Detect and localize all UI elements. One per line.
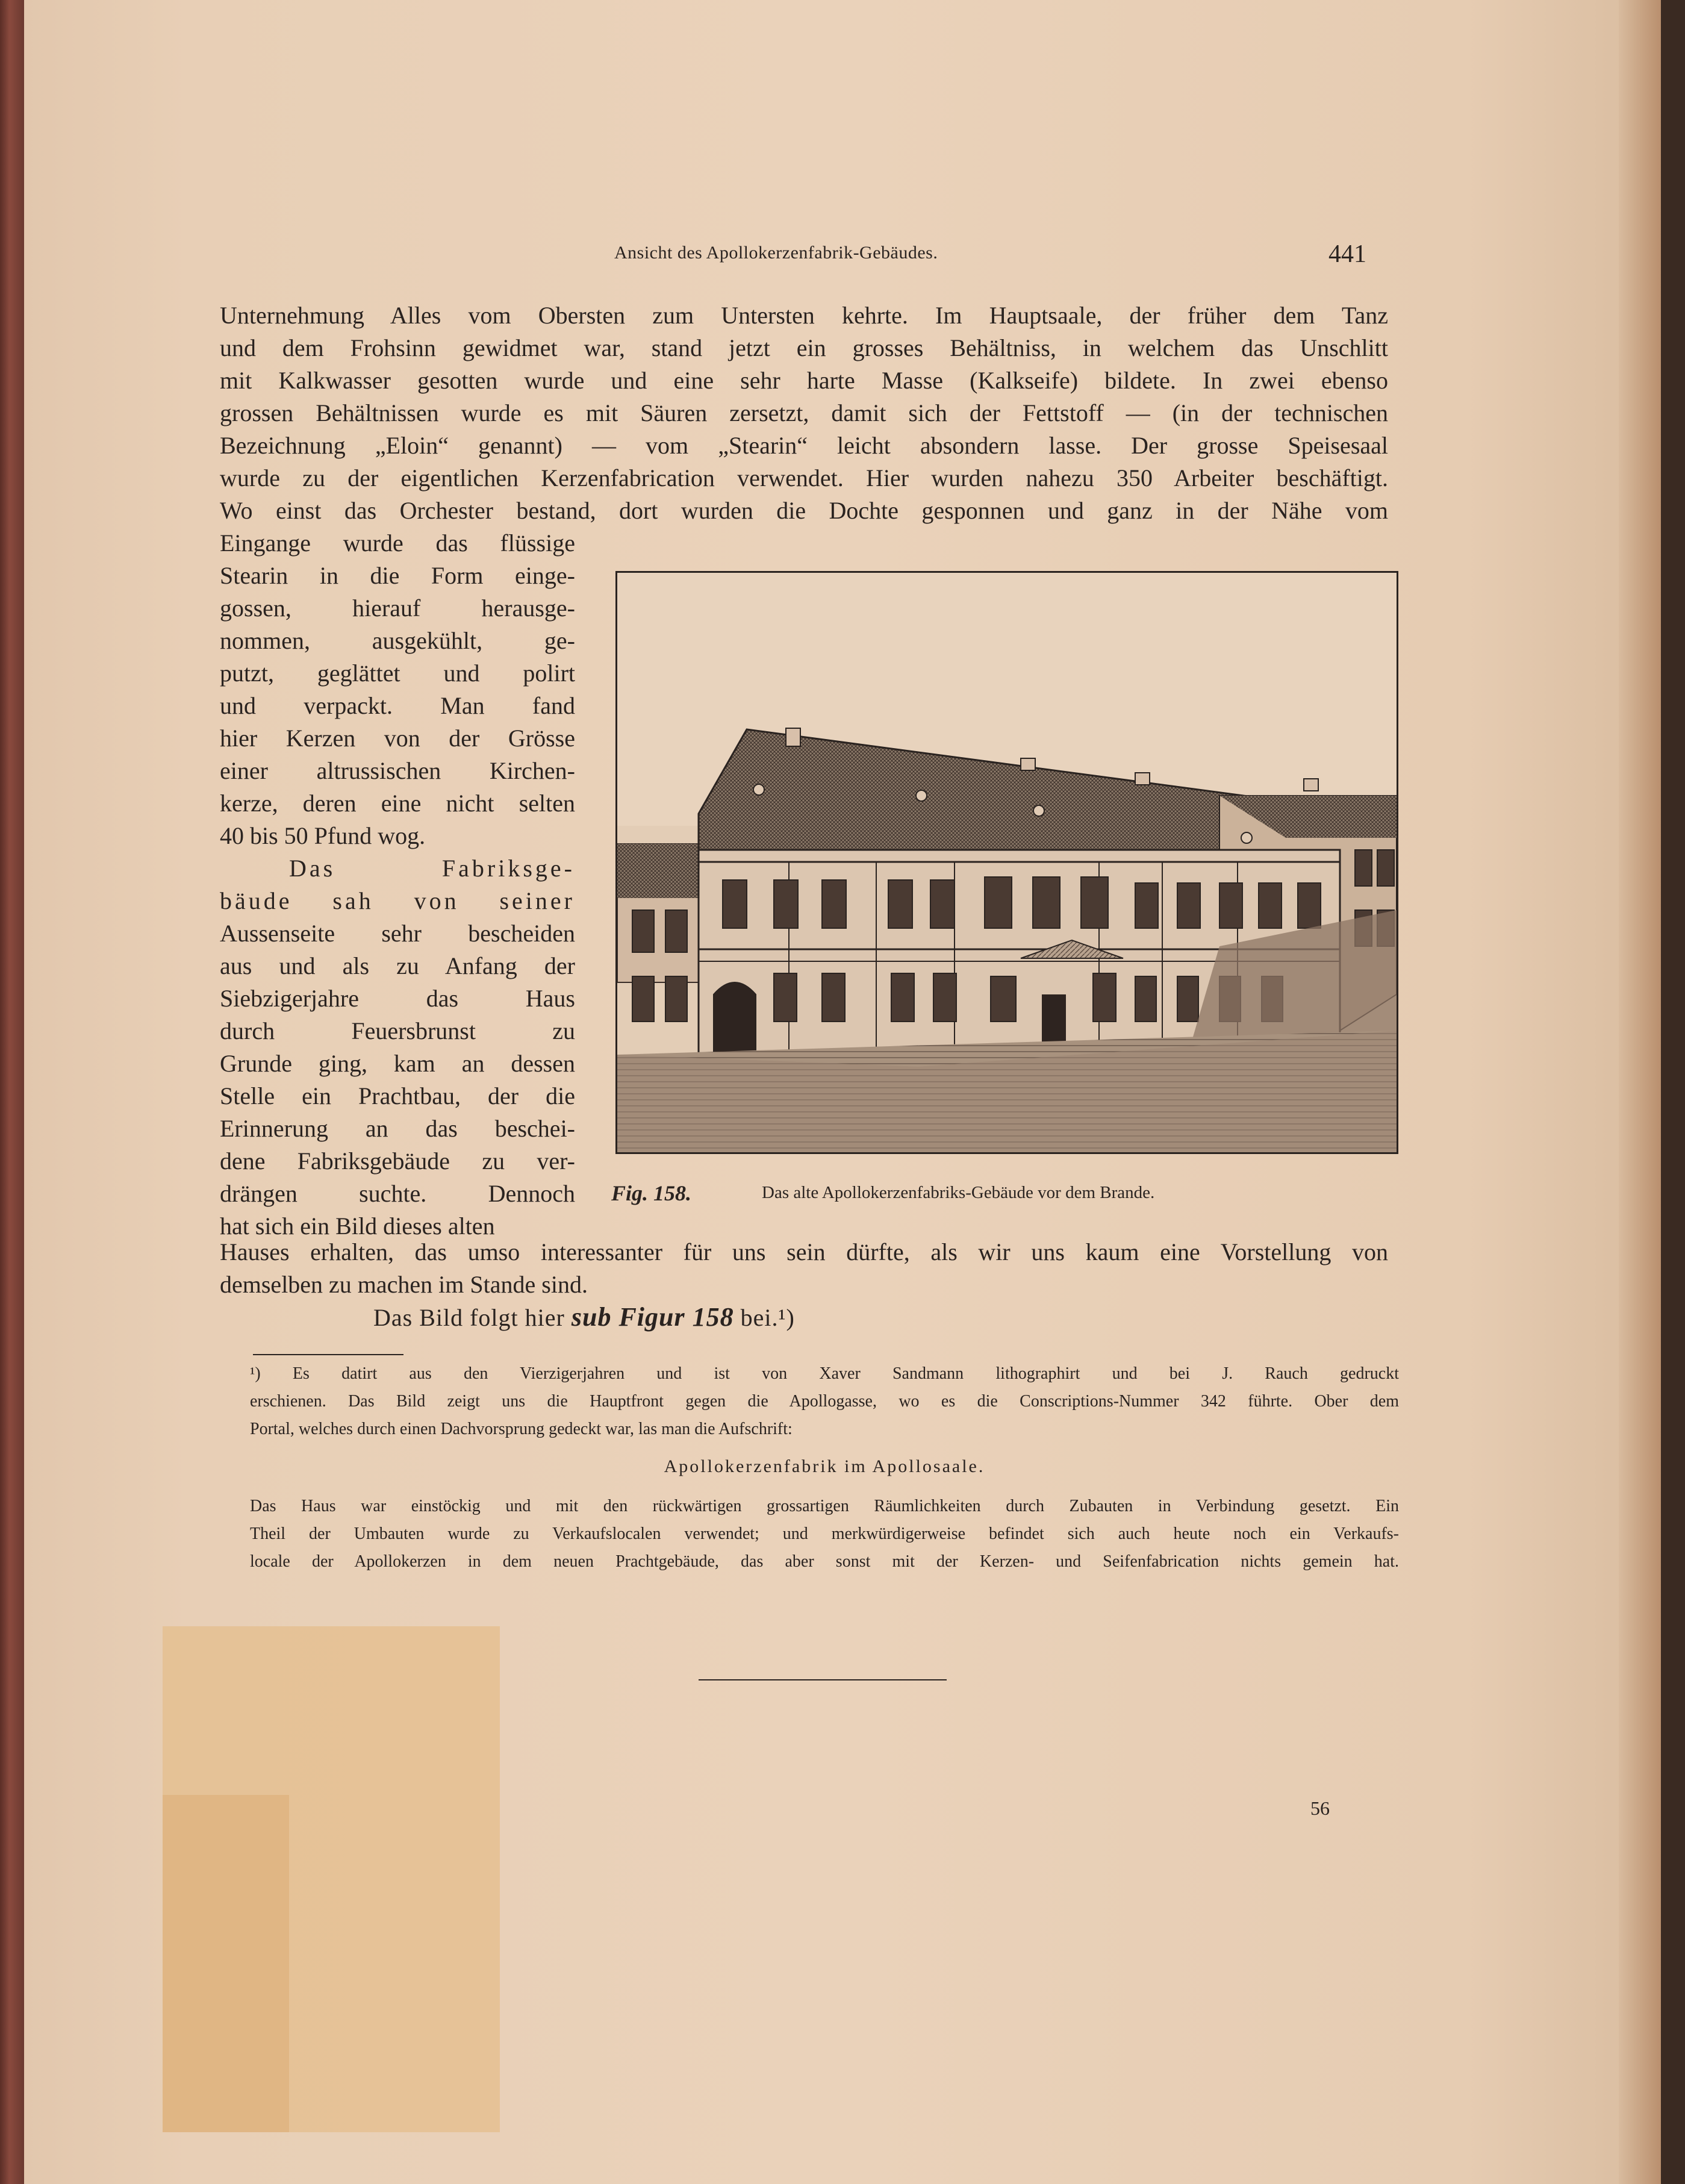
text-line: mit Kalkwasser gesotten wurde und eine sehr harte Masse (Kalkseife) bildete. In zwei ebenso <box>220 367 1388 394</box>
text-line: Hauses erhalten, das umso interessanter für uns sein dürfte, als wir uns kaum eine Vorstellung von <box>220 1238 1388 1265</box>
text-line: wurde zu der eigentlichen Kerzenfabrication verwendet. Hier wurden nahezu 350 Arbeiter beschäftigt. <box>220 464 1388 491</box>
text-line: Grunde ging, kam an dessen <box>220 1050 575 1077</box>
printer-signature: 56 <box>1310 1797 1330 1819</box>
figure-reference: sub Figur 158 <box>571 1302 734 1332</box>
footnote-rule <box>253 1354 403 1355</box>
text-line: dene Fabriksgebäude zu ver- <box>220 1147 575 1175</box>
text-line: Stelle ein Prachtbau, der die <box>220 1082 575 1109</box>
figure-158-illustration <box>615 571 1398 1154</box>
footnote-line: ¹) Es datirt aus den Vierzigerjahren und ist von Xaver Sandmann lithographirt und bei J. Rauch gedruckt <box>250 1364 1399 1383</box>
body-paragraph-bottom <box>220 1236 1388 1334</box>
footnote-line: Theil der Umbauten wurde zu Verkaufslocalen verwendet; und merkwürdigerweise befindet sich auch heute noch ein Verkaufs- <box>250 1524 1399 1543</box>
text-line: hier Kerzen von der Grösse <box>220 725 575 752</box>
text-line: bäude sah von seiner <box>220 887 575 914</box>
text-run: bei.¹) <box>733 1304 795 1331</box>
text-line: gossen, hierauf herausge- <box>220 594 575 622</box>
text-line: 40 bis 50 Pfund wog. <box>220 822 426 849</box>
text-line: kerze, deren eine nicht selten <box>220 790 575 817</box>
text-line: Stearin in die Form einge- <box>220 562 575 589</box>
text-line: und dem Frohsinn gewidmet war, stand jetzt ein grosses Behältniss, in welchem das Unschlitt <box>220 334 1388 361</box>
footnote-part-a <box>250 1360 1399 1443</box>
text-line: Siebzigerjahre das Haus <box>220 985 575 1012</box>
figure-caption: Das alte Apollokerzenfabriks-Gebäude vor dem Brande. <box>762 1183 1155 1202</box>
text-line: und verpackt. Man fand <box>220 692 575 719</box>
footnote-line: erschienen. Das Bild zeigt uns die Hauptfront gegen die Apollogasse, wo es die Conscriptions-Nummer 342 führte. Ober dem <box>250 1392 1399 1411</box>
text-line: aus und als zu Anfang der <box>220 952 575 979</box>
page-edge <box>1619 0 1661 2184</box>
text-line: nommen, ausgekühlt, ge- <box>220 627 575 654</box>
text-line <box>220 1301 1388 1334</box>
footnote-part-b <box>250 1493 1399 1576</box>
text-line: hat sich ein Bild dieses alten <box>220 1212 495 1240</box>
text-line: putzt, geglättet und polirt <box>220 660 575 687</box>
footnote-line: Portal, welches durch einen Dachvorsprung gedeckt war, las man die Aufschrift: <box>250 1420 793 1438</box>
text-line: drängen suchte. Dennoch <box>220 1180 575 1207</box>
tape-stain-2 <box>163 1795 289 2132</box>
text-line: Das Fabriksge- <box>289 855 575 882</box>
footnote-inscription: Apollokerzenfabrik im Apollosaale. <box>664 1456 985 1476</box>
text-line: demselben zu machen im Stande sind. <box>220 1271 588 1298</box>
text-run: Das Bild folgt hier <box>373 1304 572 1331</box>
text-line: Aussenseite sehr bescheiden <box>220 920 575 947</box>
text-line: Eingange wurde das flüssige <box>220 529 575 557</box>
text-line: Wo einst das Orchester bestand, dort wurden die Dochte gesponnen und ganz in der Nähe vom <box>220 497 1388 524</box>
text-line: durch Feuersbrunst zu <box>220 1017 575 1044</box>
building-engraving <box>617 573 1397 1152</box>
book-spine <box>0 0 24 2184</box>
figure-label: Fig. 158. <box>611 1181 692 1205</box>
text-line: grossen Behältnissen wurde es mit Säuren zersetzt, damit sich der Fettstoff — (in der technischen <box>220 399 1388 426</box>
body-paragraph-top <box>220 299 1388 527</box>
footnote-line: Das Haus war einstöckig und mit den rückwärtigen grossartigen Räumlichkeiten durch Zubauten in Verbindung gesetzt. Ein <box>250 1497 1399 1515</box>
body-column-narrow <box>220 527 575 1243</box>
text-line: Bezeichnung „Eloin“ genannt) — vom „Stearin“ leicht absondern lasse. Der grosse Speisesaal <box>220 432 1388 459</box>
text-line: einer altrussischen Kirchen- <box>220 757 575 784</box>
text-line: Unternehmung Alles vom Obersten zum Untersten kehrte. Im Hauptsaale, der früher dem Tanz <box>220 302 1388 329</box>
page-number: 441 <box>1328 240 1366 268</box>
running-head: Ansicht des Apollokerzenfabrik-Gebäudes. <box>614 243 938 263</box>
end-rule <box>699 1679 947 1680</box>
text-line: Erinnerung an das beschei- <box>220 1115 575 1142</box>
footnote-line: locale der Apollokerzen in dem neuen Prachtgebäude, das aber sonst mit der Kerzen- und Seifenfabrication nichts gemein hat. <box>250 1552 1399 1571</box>
